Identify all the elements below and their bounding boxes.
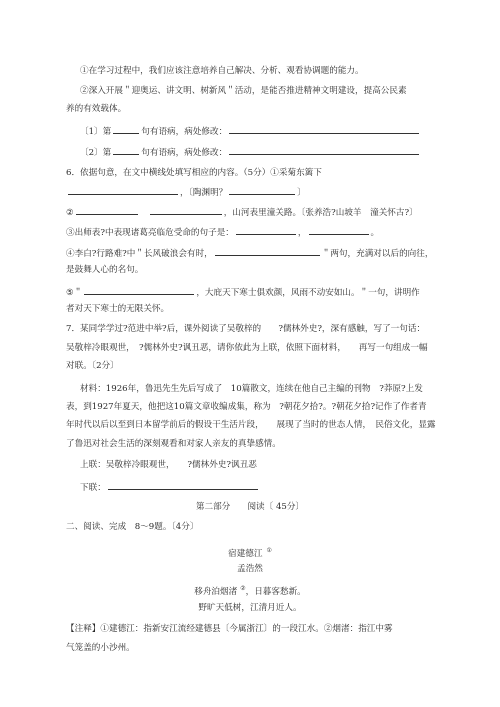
answer-blank[interactable] <box>150 206 222 215</box>
q6-line-4-cont: 是鼓舞人心的名句。 <box>66 265 144 275</box>
q6-line-2-text: ，山河表里潼关路。〔张养浩?山坡羊 潼关怀古?〕 <box>223 208 418 218</box>
notes-line-1: 【注释】①建德江：指新安江流经建德县〔今属浙江〕的一段江水。②烟渚：指江中雾 <box>66 624 393 634</box>
q6-line-3-text: ③出师表?中表现诸葛亮临危受命的句子是： <box>66 228 234 238</box>
q5-answer-2 <box>80 146 421 159</box>
couplet-upper: 上联：吴敬梓冷眼观世， ?儒林外史?讽丑恶 <box>80 460 257 470</box>
q5-answer-2-text: 句有语病，病处修改： <box>141 148 228 158</box>
poem-author: 孟浩然 <box>237 564 263 574</box>
poem-title <box>0 545 500 560</box>
answer-blank[interactable] <box>76 206 138 215</box>
q6-line-4-text: ④李白?行路难?中＂长风破浪会有时， <box>66 249 213 259</box>
q5-answer-1-text: 句有语病，病处修改： <box>141 127 228 137</box>
material-line-4: 了鲁迅对社会生活的深刻观看和对家人亲友的真挚感情。 <box>66 439 281 449</box>
answer-blank[interactable] <box>229 146 419 155</box>
notes-line-2: 气笼盖的小沙州。 <box>66 643 135 653</box>
answer-blank[interactable] <box>229 125 419 134</box>
couplet-lower-label: 下联： <box>80 483 106 493</box>
q6-line-3: ③出师表?中表现诸葛亮临危受命的句子是： ， 。 <box>66 228 380 238</box>
q6-line-5-text: ，大庇天下寒士俱欢颜，风雨不动安如山。＂一句，讲明作 <box>196 288 420 298</box>
answer-blank[interactable] <box>229 186 295 195</box>
q6-line-5-pre: ⑤＂ <box>66 288 83 298</box>
q5-answer-2-label: 〔2〕第 <box>80 148 112 158</box>
q6-line-1-end: 〕 <box>297 188 306 198</box>
q6-title: 6．依据句意，在文中横线处填写相应的内容。（5分）①采菊东篱下 <box>66 168 322 178</box>
q5-answer-1-label: 〔1〕第 <box>80 127 112 137</box>
answer-blank[interactable] <box>113 146 139 155</box>
poem-line-1-pre: 移舟泊烟渚 <box>194 587 238 597</box>
answer-blank[interactable] <box>236 226 296 235</box>
q6-line-5-cont: 者对天下寒士的无限关怀。 <box>66 304 170 314</box>
poem-line-1 <box>0 583 500 598</box>
footnote-marker: ② <box>240 585 246 592</box>
q5-answer-1 <box>80 125 421 138</box>
poem-line-2: 野旷天低树，江清月近人。 <box>198 603 302 613</box>
q6-line-1 <box>66 186 306 199</box>
q5-option-2: ②深入开展＂迎奥运、讲文明、树新风＂活动，是能否推进精神文明建设，提高公民素 <box>80 86 407 96</box>
material-line-1: 材料：1926年，鲁迅先生先后写成了 10篇散文，连续在他自己主编的刊物 ?莽原?上发 <box>80 384 423 394</box>
q6-line-5 <box>66 286 420 299</box>
answer-blank[interactable] <box>84 286 194 295</box>
material-line-3: 年时代以后以至到日本留学前后的假设干生活片段， 展现了当时的世态人情， 民俗文化，显露 <box>66 420 436 430</box>
q5-option-2-cont: 养的有效载体。 <box>66 104 127 114</box>
poem-title-text: 宿建德江 <box>228 549 263 559</box>
material-line-2: 表，到1927年夏天，他把这10篇文章收编成集，称为 ?朝花夕拾?。?朝花夕拾?记作了作者青 <box>66 402 427 412</box>
q5-option-1: ①在学习过程中，我们应该注意培养自己解决、分析、观看协调题的能力。 <box>80 66 364 76</box>
answer-blank[interactable] <box>215 247 320 256</box>
answer-blank[interactable] <box>309 226 369 235</box>
section-heading: 二、阅读、完成 8～9题。〔4分〕 <box>66 522 199 532</box>
answer-blank[interactable] <box>108 481 258 490</box>
q6-line-4 <box>66 247 433 260</box>
q6-line-2: ② ，山河表里潼关路。〔张养浩?山坡羊 潼关怀古?〕 <box>66 208 418 218</box>
answer-blank[interactable] <box>113 125 139 134</box>
q7-line-1: 7．某同学学过?范进中举?后，课外阅读了吴敬梓的 ?儒林外史?，深有感触，写了一句话： <box>66 324 426 334</box>
poem-line-1-post: ，日暮客愁新。 <box>245 587 306 597</box>
q6-line-1-text: ，〔陶渊明？ <box>180 188 228 198</box>
footnote-marker: ① <box>266 547 272 554</box>
answer-blank[interactable] <box>68 186 178 195</box>
q7-line-3: 对联。〔2分〕 <box>66 361 119 371</box>
part-two-header: 第二部分 阅读〔 45分〕 <box>195 502 305 512</box>
q6-line-4-post: ＂两句，充满对以后的向往， <box>321 249 434 259</box>
q7-line-2: 吴敬梓冷眼观世， ?儒林外史?讽丑恶，请你依此为上联，依照下面材料， 再写一句组成一幅 <box>66 343 428 353</box>
couplet-lower <box>80 481 260 494</box>
